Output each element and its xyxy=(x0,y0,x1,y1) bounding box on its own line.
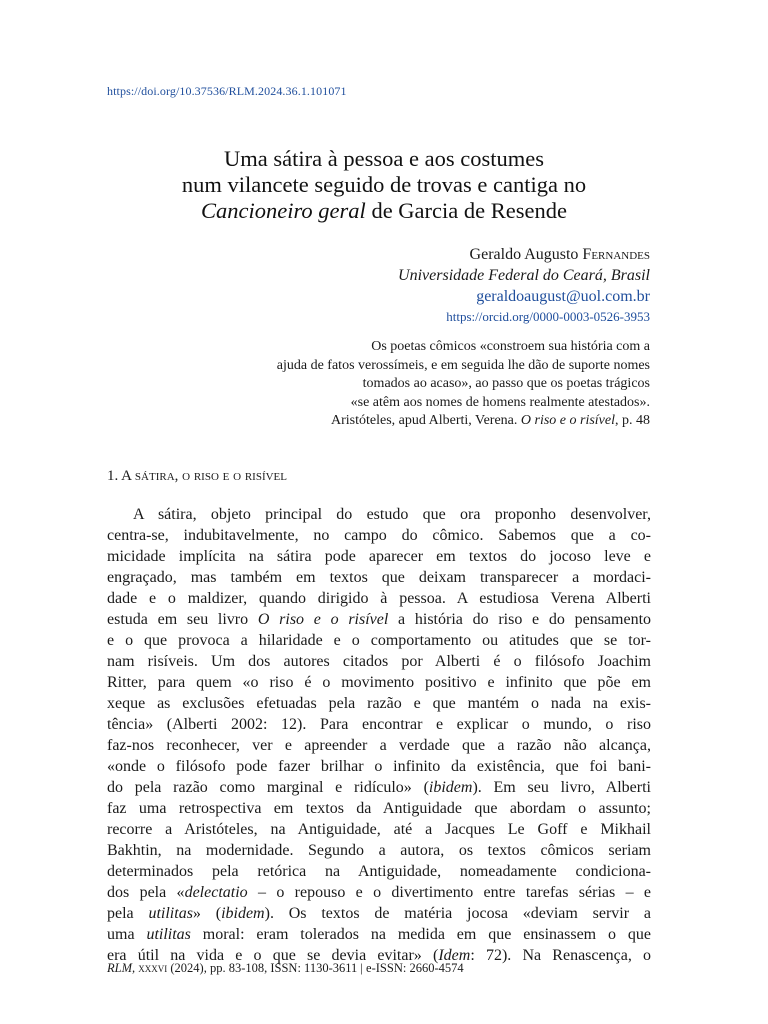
body-line xyxy=(107,546,651,567)
body-text-run: uma xyxy=(107,926,147,943)
body-text-run: A sátira, objeto principal do estudo que ora proponho desenvolver, xyxy=(133,506,651,523)
title-line-2: num vilancete seguido de trovas e cantiga no xyxy=(181,172,587,197)
body-text-run: Ritter, para quem «o riso é o movimento positivo e infinito que põe em xyxy=(107,674,651,691)
epigraph-line: ajuda de fatos verossímeis, e em seguida lhe dão de suporte nomes xyxy=(276,357,650,373)
epigraph-source-suffix: , p. 48 xyxy=(615,413,650,428)
epigraph-source xyxy=(277,412,650,431)
body-text-run: faz-nos reconhecer, ver e apreender a verdade que a razão não alcança, xyxy=(107,737,651,754)
body-italic-text: ibidem xyxy=(428,779,473,796)
body-line xyxy=(107,798,651,819)
footer-volume: xxxvi xyxy=(135,961,168,975)
body-line xyxy=(107,840,651,861)
body-text-run: tência» (Alberti 2002: 12). Para encontrar e explicar o mundo, o riso xyxy=(107,716,651,733)
body-text-run: micidade implícita na sátira pode aparecer em textos do jocoso leve e xyxy=(107,548,651,565)
epigraph xyxy=(277,338,650,431)
body-paragraph xyxy=(107,504,651,966)
body-line xyxy=(107,861,651,882)
body-text-run: » ( xyxy=(192,905,222,922)
body-text-run: : 72). Na Renascença, o xyxy=(470,947,651,964)
author-affiliation: Universidade Federal do Ceará, Brasil xyxy=(398,267,650,284)
body-italic-text: delectatio xyxy=(184,884,248,901)
body-text-run: determinados pela retórica na Antiguidade, nomeadamente condiciona- xyxy=(107,863,651,880)
body-line xyxy=(107,924,651,945)
author-surname: Fernandes xyxy=(582,246,650,263)
body-line xyxy=(107,882,651,903)
title-line-3-rest: de Garcia de Resende xyxy=(365,198,567,223)
body-text-run: do pela razão como marginal e ridículo» ( xyxy=(107,779,429,796)
body-text-run: recorre a Aristóteles, na Antiguidade, até a Jacques Le Goff e Mikhail xyxy=(107,821,651,838)
body-text-run: – o repouso e o divertimento entre tarefas sérias – e xyxy=(247,884,652,901)
section-heading: 1. A sátira, o riso e o risível xyxy=(107,468,287,484)
title-line-3 xyxy=(100,198,668,224)
body-text-run: xeque as exclusões efetuadas pela razão e que mantém o nada na exis- xyxy=(107,695,651,712)
epigraph-line: «se atêm aos nomes de homens realmente atestados». xyxy=(350,394,650,410)
epigraph-source-title: O riso e o risível xyxy=(520,413,615,428)
author-name xyxy=(398,244,650,265)
title-italic-work: Cancioneiro geral xyxy=(201,198,366,223)
body-text-run: «onde o filósofo pode fazer brilhar o infinito da existência, que foi bani- xyxy=(107,758,651,775)
epigraph-line: tomados ao acaso», ao passo que os poetas trágicos xyxy=(362,376,650,391)
body-line xyxy=(107,567,651,588)
title-line-1: Uma sátira à pessoa e aos costumes xyxy=(224,146,544,171)
body-text-run: estuda em seu livro xyxy=(107,611,258,628)
body-line xyxy=(107,630,651,651)
body-italic-text: Idem xyxy=(438,947,471,964)
body-line xyxy=(107,819,651,840)
epigraph-line: Os poetas cômicos «constroem sua história com a xyxy=(371,339,650,354)
author-given-name: Geraldo Augusto xyxy=(469,246,583,263)
body-italic-text: ibidem xyxy=(221,905,265,922)
body-text-run: e o que provoca a hilaridade e o comportamento ou atitudes que se tor- xyxy=(107,632,651,649)
page-footer xyxy=(107,961,464,976)
body-text-run: moral: eram tolerados na medida em que ensinassem o que xyxy=(190,926,651,943)
body-italic-text: O riso e o risível xyxy=(257,611,389,628)
body-line xyxy=(107,903,651,924)
body-line xyxy=(107,609,651,630)
doi-link[interactable]: https://doi.org/10.37536/RLM.2024.36.1.101071 xyxy=(107,84,347,98)
body-text-run: a história do riso e do pensamento xyxy=(388,611,652,628)
body-text-run: pela xyxy=(107,905,149,922)
body-text-run: dos pela « xyxy=(107,884,185,901)
body-text-run: ). Os textos de matéria jocosa «deviam servir a xyxy=(264,905,651,922)
body-line xyxy=(107,525,651,546)
body-line xyxy=(107,714,651,735)
body-italic-text: utilitas xyxy=(146,926,191,943)
footer-journal: RLM, xyxy=(107,961,136,975)
epigraph-source-prefix: Aristóteles, apud Alberti, Verena. xyxy=(331,413,521,428)
body-text-run: era útil na vida e o que se devia evitar» ( xyxy=(107,947,439,964)
body-line xyxy=(107,651,651,672)
body-text-run: centra-se, indubitavelmente, no campo do cômico. Sabemos que a co- xyxy=(107,527,651,544)
author-email-link[interactable]: geraldoaugust@uol.com.br xyxy=(476,288,650,305)
footer-citation: (2024), pp. 83-108, ISSN: 1130-3611 | e-ISSN: 2660-4574 xyxy=(167,961,464,975)
body-text-run: Bakhtin, na modernidade. Segundo a autora, os textos cômicos seriam xyxy=(107,842,651,859)
body-italic-text: utilitas xyxy=(148,905,193,922)
body-line xyxy=(107,777,651,798)
body-line xyxy=(107,588,651,609)
article-title xyxy=(100,146,668,224)
body-text-run: dade e o maldizer, quando dirigido à pessoa. A estudiosa Verena Alberti xyxy=(107,590,651,607)
body-text-run: faz uma retrospectiva em textos da Antiguidade que abordam o assunto; xyxy=(107,800,651,817)
body-text-run: engraçado, mas também em textos que deixam transparecer a mordaci- xyxy=(107,569,651,586)
body-line xyxy=(107,693,651,714)
author-orcid-link[interactable]: https://orcid.org/0000-0003-0526-3953 xyxy=(446,309,650,324)
body-line xyxy=(107,735,651,756)
body-text-run: nam risíveis. Um dos autores citados por Alberti é o filósofo Joachim xyxy=(107,653,651,670)
body-line xyxy=(107,756,651,777)
body-line xyxy=(107,504,651,525)
body-text-run: ). Em seu livro, Alberti xyxy=(472,779,652,796)
author-block xyxy=(398,244,650,327)
body-line xyxy=(107,672,651,693)
